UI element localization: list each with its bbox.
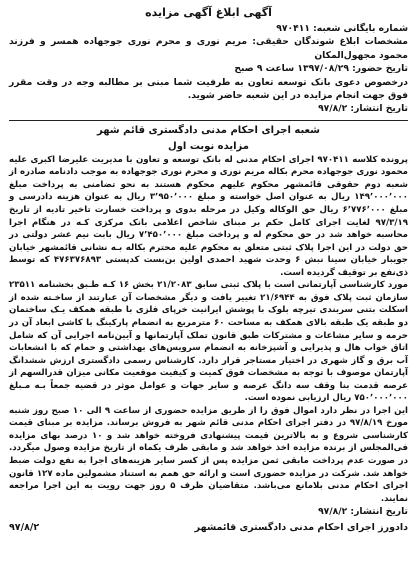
- section-divider: [9, 120, 408, 121]
- publish-date-1: تاریخ انتشار: ۹۷/۸/۲: [318, 103, 408, 115]
- notice-auction: [9, 124, 408, 534]
- signature-row: [9, 521, 408, 534]
- case-paragraph: پرونده کلاسه ۹۷۰۴۱۱ اجرای احکام مدنی له بانک توسعه و تعاون با مدیریت علیرضا اکبری علیه محمود نوری جوجهاده محرم بکاله مریم نوری و محرم نوری جوجهاده به موجب دادنامه صادره از شعبه دوم حقوقی قائمشهر محکوم علیهم محکوم هستند به نحو تضامنی به پرداخت مبلغ ۱۴۹٬۰۰۰٬۰۰۰ ریال به عنوان اصل خواسته و مبلغ ۳٬۹۵۰٬۰۰۰ ریال به عنوان هزینه دادرسی و مبلغ ۶٬۷۷۶٬۰۰۰ ریال حق الوکاله وکیل در مرحله بدوی و پرداخت خسارت تاخیر تادیه از تاریخ ۹۷/۳/۱۹ لغایت اجرای کامل حکم بر مبنای شاخص اعلامی بانک مرکزی کـه در هنگام اجرا محاسبه خواهد شد در حق محکوم له و پرداخت مبلغ ۷٬۴۵۰٬۰۰۰ ریال بابت نیم عشر دولتی در حق دولت در این اجرا پلاک ثبتی متعلق به محکوم علیه محترم بکاله بـه نشانی قائمشهر خیابان جویبار خیابان سینا نبش ۶ وحدت شهید احمدی اولین بن‌بست کدپستی ۴۷۶۳۷۶۸۹۳ که توسط ذی‌نفع بر توقیف گردیده است.: [9, 154, 408, 278]
- summons-body: درخصوص دعوی بانک توسعه تعاون به طرفیت شما مبنی بر مطالبه وجه در وقت مقرر فوق جهت انجام مزایده در این شعبه حاضر شوید.: [9, 76, 408, 102]
- auction-terms-paragraph: این اجرا در نظر دارد اموال فوق را از طریق مزایده حضوری از ساعت ۹ الی ۱۰ صبح روز شنبه مورخ ۹۷/۸/۱۹ در دفتر اجرای احکام مدنی قائم شهر به فروش برساند. مزایده بر مبنای قیمت کارشناسی شروع و به بالاترین قیمت پیشنهادی فروخته خواهد شد و ۱۰ درصد بهای مزایده فی‌المجلس از برنده مزایده اخذ خواهد شد و مابقی ظرف یکماه از تاریخ مزایده وصول میگردد. در صورت عدم پرداخت مابقی ثمن مزایده پس از کسر سایر هزینه‌های اجرا به نفع دولت ضبط خواهد شد. شرکت در مزایده حضوری است و ارائه حق همم به استناد مشمولین ماده ۱۲۷ قانون اجرای احکام مدنی بلامانع می‌باشد. متقاضیان ظرف ۵ روز جهت رویت به این اجرا مراجعه نمایند.: [9, 405, 409, 504]
- property-paragraph: مورد کارشناسی آپارتمانی است با پلاک ثبتی سابق ۲۱/۲۰۸۳ بخش ۱۶ کـه طـبق بخشنامه ۲۳۵۱۱ سازمان ثبت پلاک فوق به ۲۱/۶۹۴۴ تغییر یافت و دیگر مشخصات آن عبارتند از ساخـته شده از اسکلت بتنی سربندی تیرچه بلوک با پوشش ایرانیت خرپای فلزی با طبقه همکف یـک ساختمان دو طبقه یک طبقه بالای همکف به مساحت ۶۰ مترمربع به انضمام پارکینگ با کاشی ابعاد آن در حرمه و سایر مشاعات و مشترکات طبق قانون تملک آپارتمانها و آیین‌نامه اجرایی آن که شامل اتاق خواب هال و پذیرایی و آشپزخانه به انضمام سرویس‌های بهداشتی و حمام که با انشعابات آب برق و گاز شهری در اختیار مستاجر قرار دارد. کارشناس رسمی دادگستری ارزش ششدانگ آپارتمان موصوف با توجه به مشخصات فوق کمیت و کیفیت موقعیت مکانی میزان قدرالسهم از عرصه قدمت بنا وقف سه دانگ عرصه و سایر جهات و عوامل موثر در قضیه جمعاً بـه مـبلغ ۷۵۰٬۰۰۰٬۰۰۰ ریال ارزیابی نموده است.: [9, 280, 408, 404]
- auction-round-header: مزایده نوبت اول: [168, 140, 249, 152]
- attendance-date: تاریخ حضور: ۱۳۹۷/۰۸/۲۹ ساعت ۹ صبح: [234, 63, 408, 75]
- notice-summons: [9, 6, 408, 116]
- court-branch-header: شعبه اجرای احکام مدنی دادگستری قائم شهر: [96, 124, 321, 136]
- signature-text: دادورز اجرای احکام مدنی دادگستری قائمشهر: [194, 521, 408, 533]
- publish-date-2: تاریخ انتشار: ۹۷/۸/۲: [318, 506, 408, 518]
- parties-info: مشخصات ابلاغ شوندگان حقیقی: مریم نوری و محرم نوری جوجهاده همسر و فرزند محمود مجهول‌المکان: [9, 36, 408, 61]
- notice-title: آگهی ابلاغ آگهی مزایده: [145, 6, 272, 19]
- file-number: شماره بایگانی شعبه: ۹۷۰۴۱۱: [276, 23, 408, 34]
- signature-date: ۹۷/۸/۲: [9, 521, 40, 533]
